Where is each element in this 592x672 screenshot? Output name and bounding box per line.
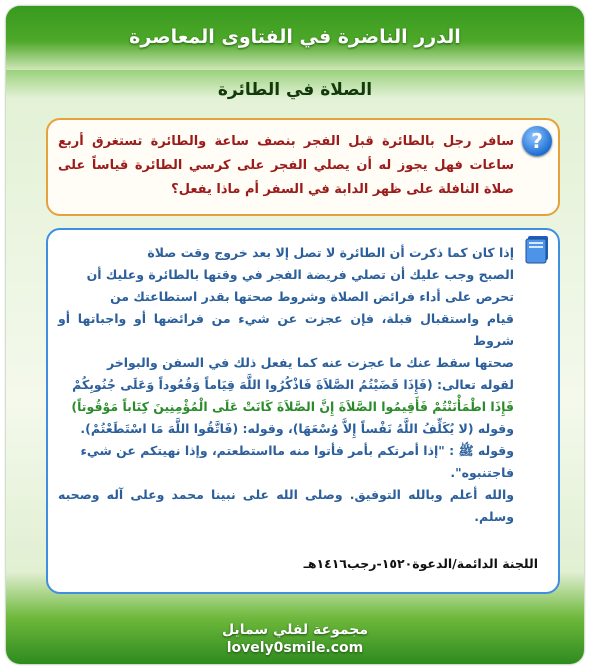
footer-banner [6, 606, 584, 664]
answer-box [46, 228, 560, 594]
answer-line: الصبح وجب عليك أن تصلي فريضة الفجر في وقتها بالطائرة وعليك أن [86, 267, 514, 282]
footer-site-name[interactable]: مجموعة لفلي سمايل [221, 622, 369, 638]
answer-text [58, 242, 514, 528]
footer-url[interactable]: lovely0smile.com [226, 640, 364, 656]
book-icon [524, 234, 552, 264]
answer-line: إذا كان كما ذكرت أن الطائرة لا تصل إلا بعد خروج وقت صلاة [147, 245, 514, 260]
question-mark-icon: ? [522, 126, 552, 156]
answer-line: صحتها سقط عنك ما عجزت عنه كما يفعل ذلك في السفن والبواخر [106, 355, 514, 370]
site-title: الدرر الناضرة في الفتاوى المعاصرة [129, 26, 461, 48]
fatwa-source: اللجنة الدائمة/الدعوة١٥٢٠-رجب١٤١٦هـ [303, 556, 538, 571]
question-text: سافر رجل بالطائرة قبل الفجر بنصف ساعة والطائرة تستغرق أربع ساعات فهل يجوز له أن يصلي الفجر على كرسي الطائرة قياساً على صلاة النافلة على ظهر الدابة في السفر أم ماذا يفعل؟ [58, 134, 514, 197]
header-banner [6, 6, 584, 70]
question-box [46, 118, 560, 216]
page-frame [6, 6, 584, 664]
page-title: الصلاة في الطائرة [217, 80, 373, 100]
hadith-line: وقوله ﷺ : "إذا أمرتكم بأمر فأتوا منه مااستطعتم، وإذا نهيتكم عن شيء [80, 443, 514, 458]
quran-verse-line: فَإِذَا اطْمَأْنَنْتُمْ فَأَقِيمُوا الصَّلاَةَ إِنَّ الصَّلاَةَ كَانَتْ عَلَى الْمُؤْمِنِينَ كِتَاباً مَوْقُوتاً) [71, 399, 514, 414]
answer-line: تحرص على أداء فرائض الصلاة وشروط صحتها بقدر استطاعتك من [110, 289, 514, 304]
answer-line: قيام واستقبال قبلة، فإن عجزت عن شيء من فرائضها أو واجباتها أو شروط [58, 311, 514, 348]
hadith-line: فاجتنبوه". [450, 465, 514, 480]
answer-line: وقوله (لا يُكَلِّفُ اللَّهُ نَفْساً إِلاَّ وُسْعَهَا)، وقوله: (فَاتَّقُوا اللَّهَ مَا اسْتَطَعْتُمْ). [80, 421, 514, 436]
answer-line: لقوله تعالى: (فَإِذَا قَضَيْتُمُ الصَّلاَةَ فَاذْكُرُوا اللَّهَ قِيَاماً وَقُعُوداً وَعَلَى جُنُوبِكُمْ [72, 377, 514, 392]
closing-line: والله أعلم وبالله التوفيق. وصلى الله على نبينا محمد وعلى آله وصحبه وسلم. [58, 487, 514, 524]
